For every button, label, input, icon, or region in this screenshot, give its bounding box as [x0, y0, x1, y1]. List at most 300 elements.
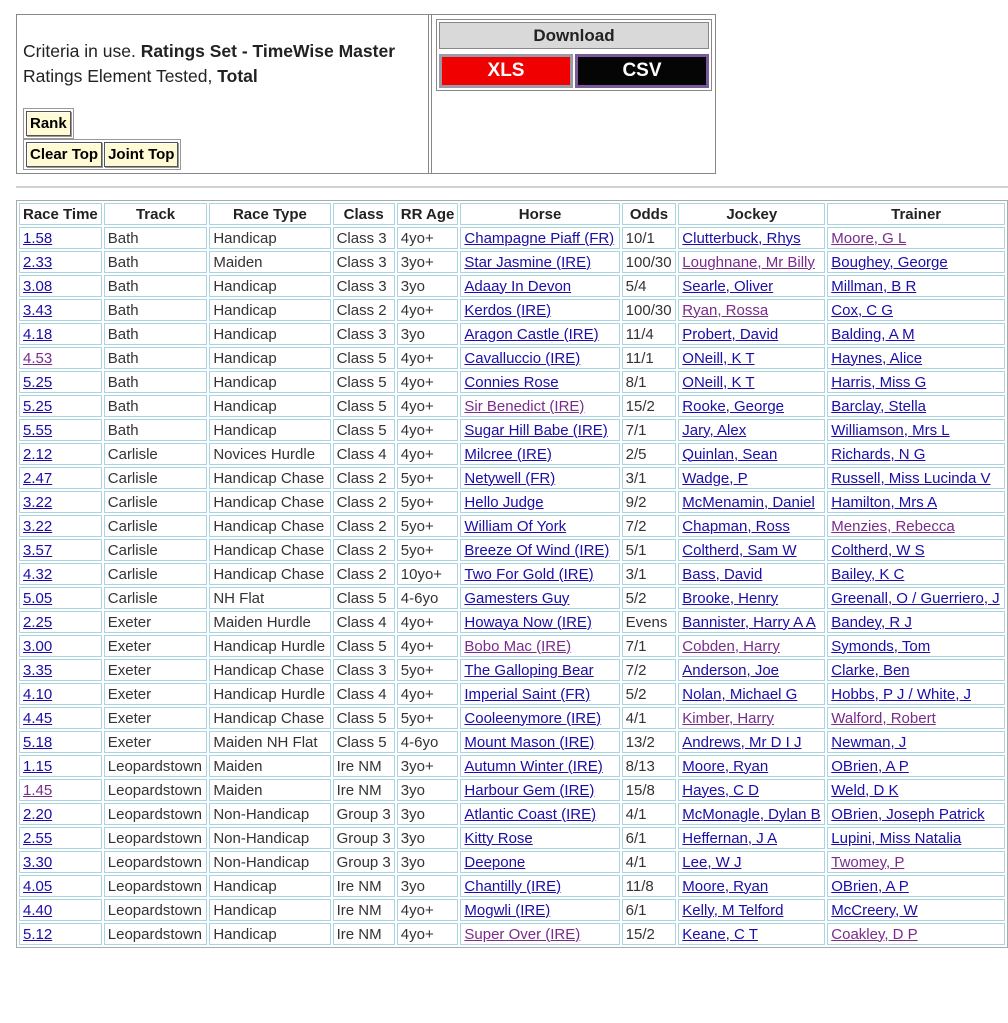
column-header-trainer[interactable]: Trainer	[827, 203, 1005, 225]
table-row	[19, 299, 1005, 321]
jockey-cell	[678, 851, 825, 873]
race-type-cell: NH Flat	[209, 587, 330, 609]
track-cell: Bath	[104, 419, 208, 441]
trainer-cell	[827, 395, 1005, 417]
jockey-link[interactable]: Clutterbuck, Rhys	[682, 229, 801, 247]
table-row	[19, 755, 1005, 777]
jockey-link[interactable]: Kelly, M Telford	[682, 901, 784, 919]
horse-link[interactable]: Howaya Now (IRE)	[464, 613, 592, 631]
age-cell: 4yo+	[397, 683, 459, 705]
age-cell: 4yo+	[397, 635, 459, 657]
horse-link[interactable]: Sugar Hill Babe (IRE)	[464, 421, 608, 439]
trainer-link[interactable]: Weld, D K	[831, 781, 899, 799]
trainer-link[interactable]: Cox, C G	[831, 301, 893, 319]
odds-cell: 7/2	[622, 659, 677, 681]
horse-link[interactable]: Sir Benedict (IRE)	[464, 397, 585, 415]
race-time-link[interactable]: 3.35	[23, 661, 53, 679]
jockey-link[interactable]: ONeill, K T	[682, 349, 755, 367]
jockey-link[interactable]: McMonagle, Dylan B	[682, 805, 821, 823]
jockey-cell	[678, 803, 825, 825]
trainer-cell	[827, 683, 1005, 705]
trainer-cell	[827, 323, 1005, 345]
jockey-cell	[678, 635, 825, 657]
race-time-link[interactable]: 3.30	[23, 853, 53, 871]
horse-link[interactable]: Mount Mason (IRE)	[464, 733, 595, 751]
race-time-link[interactable]: 3.08	[23, 277, 53, 295]
odds-cell: 11/1	[622, 347, 677, 369]
track-cell: Bath	[104, 251, 208, 273]
race-time-link[interactable]: 4.40	[23, 901, 53, 919]
track-cell: Leopardstown	[104, 803, 208, 825]
horse-link[interactable]: Autumn Winter (IRE)	[464, 757, 603, 775]
class-cell: Class 3	[333, 275, 395, 297]
odds-cell: 5/2	[622, 587, 677, 609]
horse-link[interactable]: Hello Judge	[464, 493, 544, 511]
trainer-link[interactable]: Balding, A M	[831, 325, 915, 343]
trainer-link[interactable]: Williamson, Mrs L	[831, 421, 950, 439]
race-time-link[interactable]: 3.22	[23, 517, 53, 535]
trainer-cell	[827, 731, 1005, 753]
race-time-link[interactable]: 4.18	[23, 325, 53, 343]
trainer-link[interactable]: Harris, Miss G	[831, 373, 927, 391]
track-cell: Carlisle	[104, 467, 208, 489]
table-row	[19, 827, 1005, 849]
jockey-link[interactable]: Moore, Ryan	[682, 877, 769, 895]
rank-button[interactable]: Rank	[26, 111, 71, 136]
column-header-class[interactable]: Class	[333, 203, 395, 225]
class-cell: Group 3	[333, 827, 395, 849]
race-type-cell: Non-Handicap	[209, 851, 330, 873]
class-cell: Ire NM	[333, 755, 395, 777]
trainer-cell	[827, 803, 1005, 825]
trainer-link[interactable]: Russell, Miss Lucinda V	[831, 469, 991, 487]
jockey-link[interactable]: Quinlan, Sean	[682, 445, 778, 463]
trainer-cell	[827, 923, 1005, 945]
class-cell: Class 5	[333, 731, 395, 753]
joint-top-button[interactable]: Joint Top	[104, 142, 178, 167]
csv-download-button[interactable]: CSV	[575, 54, 709, 88]
horse-link[interactable]: Champagne Piaff (FR)	[464, 229, 615, 247]
trainer-link[interactable]: Barclay, Stella	[831, 397, 927, 415]
age-cell: 4yo+	[397, 923, 459, 945]
trainer-link[interactable]: Menzies, Rebecca	[831, 517, 955, 535]
track-cell: Exeter	[104, 707, 208, 729]
time-cell	[19, 611, 102, 633]
trainer-cell	[827, 899, 1005, 921]
horse-link[interactable]: Breeze Of Wind (IRE)	[464, 541, 610, 559]
track-cell: Carlisle	[104, 563, 208, 585]
track-cell: Carlisle	[104, 587, 208, 609]
jockey-cell	[678, 347, 825, 369]
class-cell: Ire NM	[333, 875, 395, 897]
horse-link[interactable]: Kerdos (IRE)	[464, 301, 552, 319]
clear-top-button[interactable]: Clear Top	[26, 142, 102, 167]
jockey-cell	[678, 467, 825, 489]
jockey-link[interactable]: Cobden, Harry	[682, 637, 780, 655]
odds-cell: 7/2	[622, 515, 677, 537]
trainer-cell	[827, 491, 1005, 513]
trainer-cell	[827, 707, 1005, 729]
table-row	[19, 899, 1005, 921]
trainer-link[interactable]: Twomey, P	[831, 853, 905, 871]
horse-link[interactable]: Gamesters Guy	[464, 589, 570, 607]
jockey-link[interactable]: Wadge, P	[682, 469, 748, 487]
odds-cell: 5/4	[622, 275, 677, 297]
trainer-link[interactable]: Coltherd, W S	[831, 541, 925, 559]
horse-link[interactable]: Mogwli (IRE)	[464, 901, 551, 919]
trainer-cell	[827, 851, 1005, 873]
jockey-cell	[678, 563, 825, 585]
jockey-cell	[678, 395, 825, 417]
age-cell: 3yo	[397, 827, 459, 849]
race-time-link[interactable]: 1.58	[23, 229, 53, 247]
criteria-section	[17, 15, 429, 173]
time-cell	[19, 251, 102, 273]
race-time-link[interactable]: 2.33	[23, 253, 53, 271]
table-row	[19, 587, 1005, 609]
column-header-odds[interactable]: Odds	[622, 203, 677, 225]
column-header-race-type[interactable]: Race Type	[209, 203, 330, 225]
jockey-link[interactable]: Coltherd, Sam W	[682, 541, 797, 559]
horse-cell	[460, 587, 619, 609]
horse-cell	[460, 563, 619, 585]
age-cell: 4yo+	[397, 227, 459, 249]
horse-cell	[460, 227, 619, 249]
race-time-link[interactable]: 1.45	[23, 781, 53, 799]
trainer-link[interactable]: Hamilton, Mrs A	[831, 493, 938, 511]
race-time-link[interactable]: 4.45	[23, 709, 53, 727]
trainer-link[interactable]: Clarke, Ben	[831, 661, 910, 679]
jockey-link[interactable]: ONeill, K T	[682, 373, 755, 391]
trainer-link[interactable]: Symonds, Tom	[831, 637, 931, 655]
trainer-cell	[827, 515, 1005, 537]
column-header-horse[interactable]: Horse	[460, 203, 619, 225]
jockey-link[interactable]: Andrews, Mr D I J	[682, 733, 802, 751]
age-cell: 3yo	[397, 323, 459, 345]
race-type-cell: Handicap	[209, 299, 330, 321]
track-cell: Leopardstown	[104, 827, 208, 849]
table-row	[19, 851, 1005, 873]
jockey-link[interactable]: Searle, Oliver	[682, 277, 774, 295]
track-cell: Bath	[104, 299, 208, 321]
race-type-cell: Handicap	[209, 227, 330, 249]
time-cell	[19, 275, 102, 297]
trainer-cell	[827, 419, 1005, 441]
jockey-cell	[678, 275, 825, 297]
odds-cell: 9/2	[622, 491, 677, 513]
odds-cell: 5/2	[622, 683, 677, 705]
trainer-link[interactable]: Lupini, Miss Natalia	[831, 829, 962, 847]
trainer-cell	[827, 611, 1005, 633]
table-row	[19, 395, 1005, 417]
odds-cell: 15/2	[622, 395, 677, 417]
column-header-race-time[interactable]: Race Time	[19, 203, 102, 225]
track-cell: Exeter	[104, 731, 208, 753]
jockey-link[interactable]: Hayes, C D	[682, 781, 759, 799]
class-cell: Group 3	[333, 803, 395, 825]
jockey-link[interactable]: Jary, Alex	[682, 421, 747, 439]
trainer-link[interactable]: Greenall, O / Guerriero, J	[831, 589, 1000, 607]
race-time-link[interactable]: 5.05	[23, 589, 53, 607]
jockey-link[interactable]: Bass, David	[682, 565, 763, 583]
trainer-link[interactable]: McCreery, W	[831, 901, 918, 919]
race-type-cell: Maiden Hurdle	[209, 611, 330, 633]
trainer-cell	[827, 371, 1005, 393]
trainer-link[interactable]: Millman, B R	[831, 277, 917, 295]
jockey-cell	[678, 755, 825, 777]
age-cell: 3yo+	[397, 251, 459, 273]
race-time-link[interactable]: 4.53	[23, 349, 53, 367]
jockey-cell	[678, 419, 825, 441]
race-type-cell: Handicap Chase	[209, 491, 330, 513]
trainer-cell	[827, 251, 1005, 273]
race-time-link[interactable]: 5.12	[23, 925, 53, 943]
horse-link[interactable]: Aragon Castle (IRE)	[464, 325, 599, 343]
trainer-cell	[827, 563, 1005, 585]
race-time-link[interactable]: 4.32	[23, 565, 53, 583]
horse-cell	[460, 515, 619, 537]
time-cell	[19, 875, 102, 897]
table-row	[19, 443, 1005, 465]
race-time-link[interactable]: 2.20	[23, 805, 53, 823]
jockey-link[interactable]: Nolan, Michael G	[682, 685, 798, 703]
download-heading: Download	[439, 22, 709, 49]
track-cell: Exeter	[104, 635, 208, 657]
class-cell: Class 5	[333, 635, 395, 657]
table-row	[19, 371, 1005, 393]
race-time-link[interactable]: 5.55	[23, 421, 53, 439]
class-cell: Class 4	[333, 611, 395, 633]
ratings-set-value: Ratings Set - TimeWise Master	[140, 41, 396, 61]
age-cell: 3yo	[397, 275, 459, 297]
race-time-link[interactable]: 3.43	[23, 301, 53, 319]
horse-cell	[460, 371, 619, 393]
horse-cell	[460, 347, 619, 369]
odds-cell: 6/1	[622, 827, 677, 849]
race-time-link[interactable]: 1.15	[23, 757, 53, 775]
jockey-link[interactable]: Loughnane, Mr Billy	[682, 253, 815, 271]
class-cell: Class 4	[333, 683, 395, 705]
track-cell: Leopardstown	[104, 875, 208, 897]
column-header-track[interactable]: Track	[104, 203, 208, 225]
horse-link[interactable]: The Galloping Bear	[464, 661, 594, 679]
horse-link[interactable]: Imperial Saint (FR)	[464, 685, 591, 703]
time-cell	[19, 563, 102, 585]
table-row	[19, 539, 1005, 561]
race-time-link[interactable]: 3.57	[23, 541, 53, 559]
odds-cell: 100/30	[622, 251, 677, 273]
track-cell: Leopardstown	[104, 923, 208, 945]
trainer-cell	[827, 755, 1005, 777]
horse-link[interactable]: Chantilly (IRE)	[464, 877, 562, 895]
class-cell: Class 2	[333, 539, 395, 561]
race-time-link[interactable]: 2.25	[23, 613, 53, 631]
age-cell: 4yo+	[397, 443, 459, 465]
horse-link[interactable]: Star Jasmine (IRE)	[464, 253, 592, 271]
track-cell: Leopardstown	[104, 851, 208, 873]
horse-link[interactable]: Milcree (IRE)	[464, 445, 552, 463]
jockey-cell	[678, 443, 825, 465]
race-type-cell: Maiden NH Flat	[209, 731, 330, 753]
class-cell: Class 5	[333, 419, 395, 441]
jockey-link[interactable]: Keane, C T	[682, 925, 758, 943]
horse-link[interactable]: Atlantic Coast (IRE)	[464, 805, 597, 823]
horse-cell	[460, 875, 619, 897]
jockey-cell	[678, 827, 825, 849]
race-type-cell: Handicap Chase	[209, 515, 330, 537]
class-cell: Class 2	[333, 515, 395, 537]
race-type-cell: Handicap	[209, 371, 330, 393]
jockey-link[interactable]: Kimber, Harry	[682, 709, 774, 727]
horse-link[interactable]: Cavalluccio (IRE)	[464, 349, 581, 367]
odds-cell: 11/8	[622, 875, 677, 897]
age-cell: 10yo+	[397, 563, 459, 585]
column-header-jockey[interactable]: Jockey	[678, 203, 825, 225]
trainer-link[interactable]: Bandey, R J	[831, 613, 912, 631]
trainer-link[interactable]: Hobbs, P J / White, J	[831, 685, 972, 703]
class-cell: Ire NM	[333, 899, 395, 921]
jockey-cell	[678, 683, 825, 705]
odds-cell: 5/1	[622, 539, 677, 561]
trainer-cell	[827, 347, 1005, 369]
jockey-link[interactable]: Brooke, Henry	[682, 589, 779, 607]
race-type-cell: Handicap	[209, 395, 330, 417]
race-type-cell: Handicap	[209, 347, 330, 369]
table-row	[19, 251, 1005, 273]
race-time-link[interactable]: 5.18	[23, 733, 53, 751]
odds-cell: 8/13	[622, 755, 677, 777]
horse-link[interactable]: Kitty Rose	[464, 829, 533, 847]
time-cell	[19, 659, 102, 681]
criteria-text	[23, 39, 395, 89]
time-cell	[19, 419, 102, 441]
race-type-cell: Maiden	[209, 755, 330, 777]
age-cell: 4yo+	[397, 611, 459, 633]
horse-link[interactable]: Deepone	[464, 853, 526, 871]
track-cell: Bath	[104, 395, 208, 417]
class-cell: Class 2	[333, 491, 395, 513]
class-cell: Class 4	[333, 443, 395, 465]
race-time-link[interactable]: 5.25	[23, 397, 53, 415]
horse-cell	[460, 683, 619, 705]
trainer-link[interactable]: Coakley, D P	[831, 925, 918, 943]
horse-link[interactable]: Bobo Mac (IRE)	[464, 637, 572, 655]
trainer-link[interactable]: Bailey, K C	[831, 565, 905, 583]
xls-download-button[interactable]: XLS	[439, 54, 573, 88]
horse-cell	[460, 635, 619, 657]
results-body	[19, 227, 1005, 945]
element-value: Total	[217, 66, 258, 86]
trainer-link[interactable]: OBrien, A P	[831, 757, 909, 775]
class-cell: Class 3	[333, 251, 395, 273]
time-cell	[19, 443, 102, 465]
jockey-link[interactable]: Probert, David	[682, 325, 779, 343]
horse-cell	[460, 323, 619, 345]
track-cell: Carlisle	[104, 539, 208, 561]
trainer-link[interactable]: Haynes, Alice	[831, 349, 923, 367]
race-type-cell: Handicap	[209, 323, 330, 345]
jockey-link[interactable]: Chapman, Ross	[682, 517, 790, 535]
time-cell	[19, 323, 102, 345]
column-header-rr-age[interactable]: RR Age	[397, 203, 459, 225]
track-cell: Exeter	[104, 659, 208, 681]
odds-cell: 10/1	[622, 227, 677, 249]
jockey-link[interactable]: Heffernan, J A	[682, 829, 778, 847]
race-time-link[interactable]: 3.00	[23, 637, 53, 655]
horse-link[interactable]: Adaay In Devon	[464, 277, 572, 295]
trainer-link[interactable]: Newman, J	[831, 733, 907, 751]
jockey-link[interactable]: Rooke, George	[682, 397, 785, 415]
age-cell: 4yo+	[397, 395, 459, 417]
jockey-link[interactable]: McMenamin, Daniel	[682, 493, 815, 511]
trainer-cell	[827, 467, 1005, 489]
race-time-link[interactable]: 4.05	[23, 877, 53, 895]
odds-cell: 6/1	[622, 899, 677, 921]
results-table	[16, 200, 1008, 948]
race-time-link[interactable]: 2.55	[23, 829, 53, 847]
time-cell	[19, 851, 102, 873]
race-time-link[interactable]: 5.25	[23, 373, 53, 391]
jockey-link[interactable]: Lee, W J	[682, 853, 742, 871]
trainer-link[interactable]: OBrien, A P	[831, 877, 909, 895]
horse-link[interactable]: William Of York	[464, 517, 567, 535]
race-time-link[interactable]: 4.10	[23, 685, 53, 703]
age-cell: 3yo	[397, 779, 459, 801]
horse-cell	[460, 611, 619, 633]
horse-cell	[460, 659, 619, 681]
jockey-cell	[678, 251, 825, 273]
horse-link[interactable]: Super Over (IRE)	[464, 925, 581, 943]
horse-link[interactable]: Cooleenymore (IRE)	[464, 709, 602, 727]
jockey-link[interactable]: Bannister, Harry A A	[682, 613, 816, 631]
horse-link[interactable]: Two For Gold (IRE)	[464, 565, 594, 583]
jockey-link[interactable]: Ryan, Rossa	[682, 301, 769, 319]
time-cell	[19, 515, 102, 537]
track-cell: Leopardstown	[104, 755, 208, 777]
race-time-link[interactable]: 2.12	[23, 445, 53, 463]
trainer-link[interactable]: Boughey, George	[831, 253, 948, 271]
trainer-link[interactable]: Richards, N G	[831, 445, 926, 463]
jockey-link[interactable]: Moore, Ryan	[682, 757, 769, 775]
race-time-link[interactable]: 2.47	[23, 469, 53, 487]
time-cell	[19, 827, 102, 849]
jockey-link[interactable]: Anderson, Joe	[682, 661, 780, 679]
table-row	[19, 275, 1005, 297]
jockey-cell	[678, 707, 825, 729]
jockey-cell	[678, 299, 825, 321]
jockey-cell	[678, 659, 825, 681]
race-type-cell: Handicap Chase	[209, 563, 330, 585]
trainer-link[interactable]: OBrien, Joseph Patrick	[831, 805, 985, 823]
race-time-link[interactable]: 3.22	[23, 493, 53, 511]
race-type-cell: Handicap	[209, 899, 330, 921]
time-cell	[19, 539, 102, 561]
horse-link[interactable]: Connies Rose	[464, 373, 559, 391]
horse-link[interactable]: Harbour Gem (IRE)	[464, 781, 595, 799]
trainer-link[interactable]: Walford, Robert	[831, 709, 936, 727]
jockey-cell	[678, 923, 825, 945]
time-cell	[19, 467, 102, 489]
age-cell: 5yo+	[397, 515, 459, 537]
jockey-cell	[678, 779, 825, 801]
horse-link[interactable]: Netywell (FR)	[464, 469, 556, 487]
time-cell	[19, 731, 102, 753]
trainer-link[interactable]: Moore, G L	[831, 229, 907, 247]
time-cell	[19, 803, 102, 825]
time-cell	[19, 227, 102, 249]
race-type-cell: Handicap Hurdle	[209, 683, 330, 705]
rank-group	[23, 108, 74, 139]
